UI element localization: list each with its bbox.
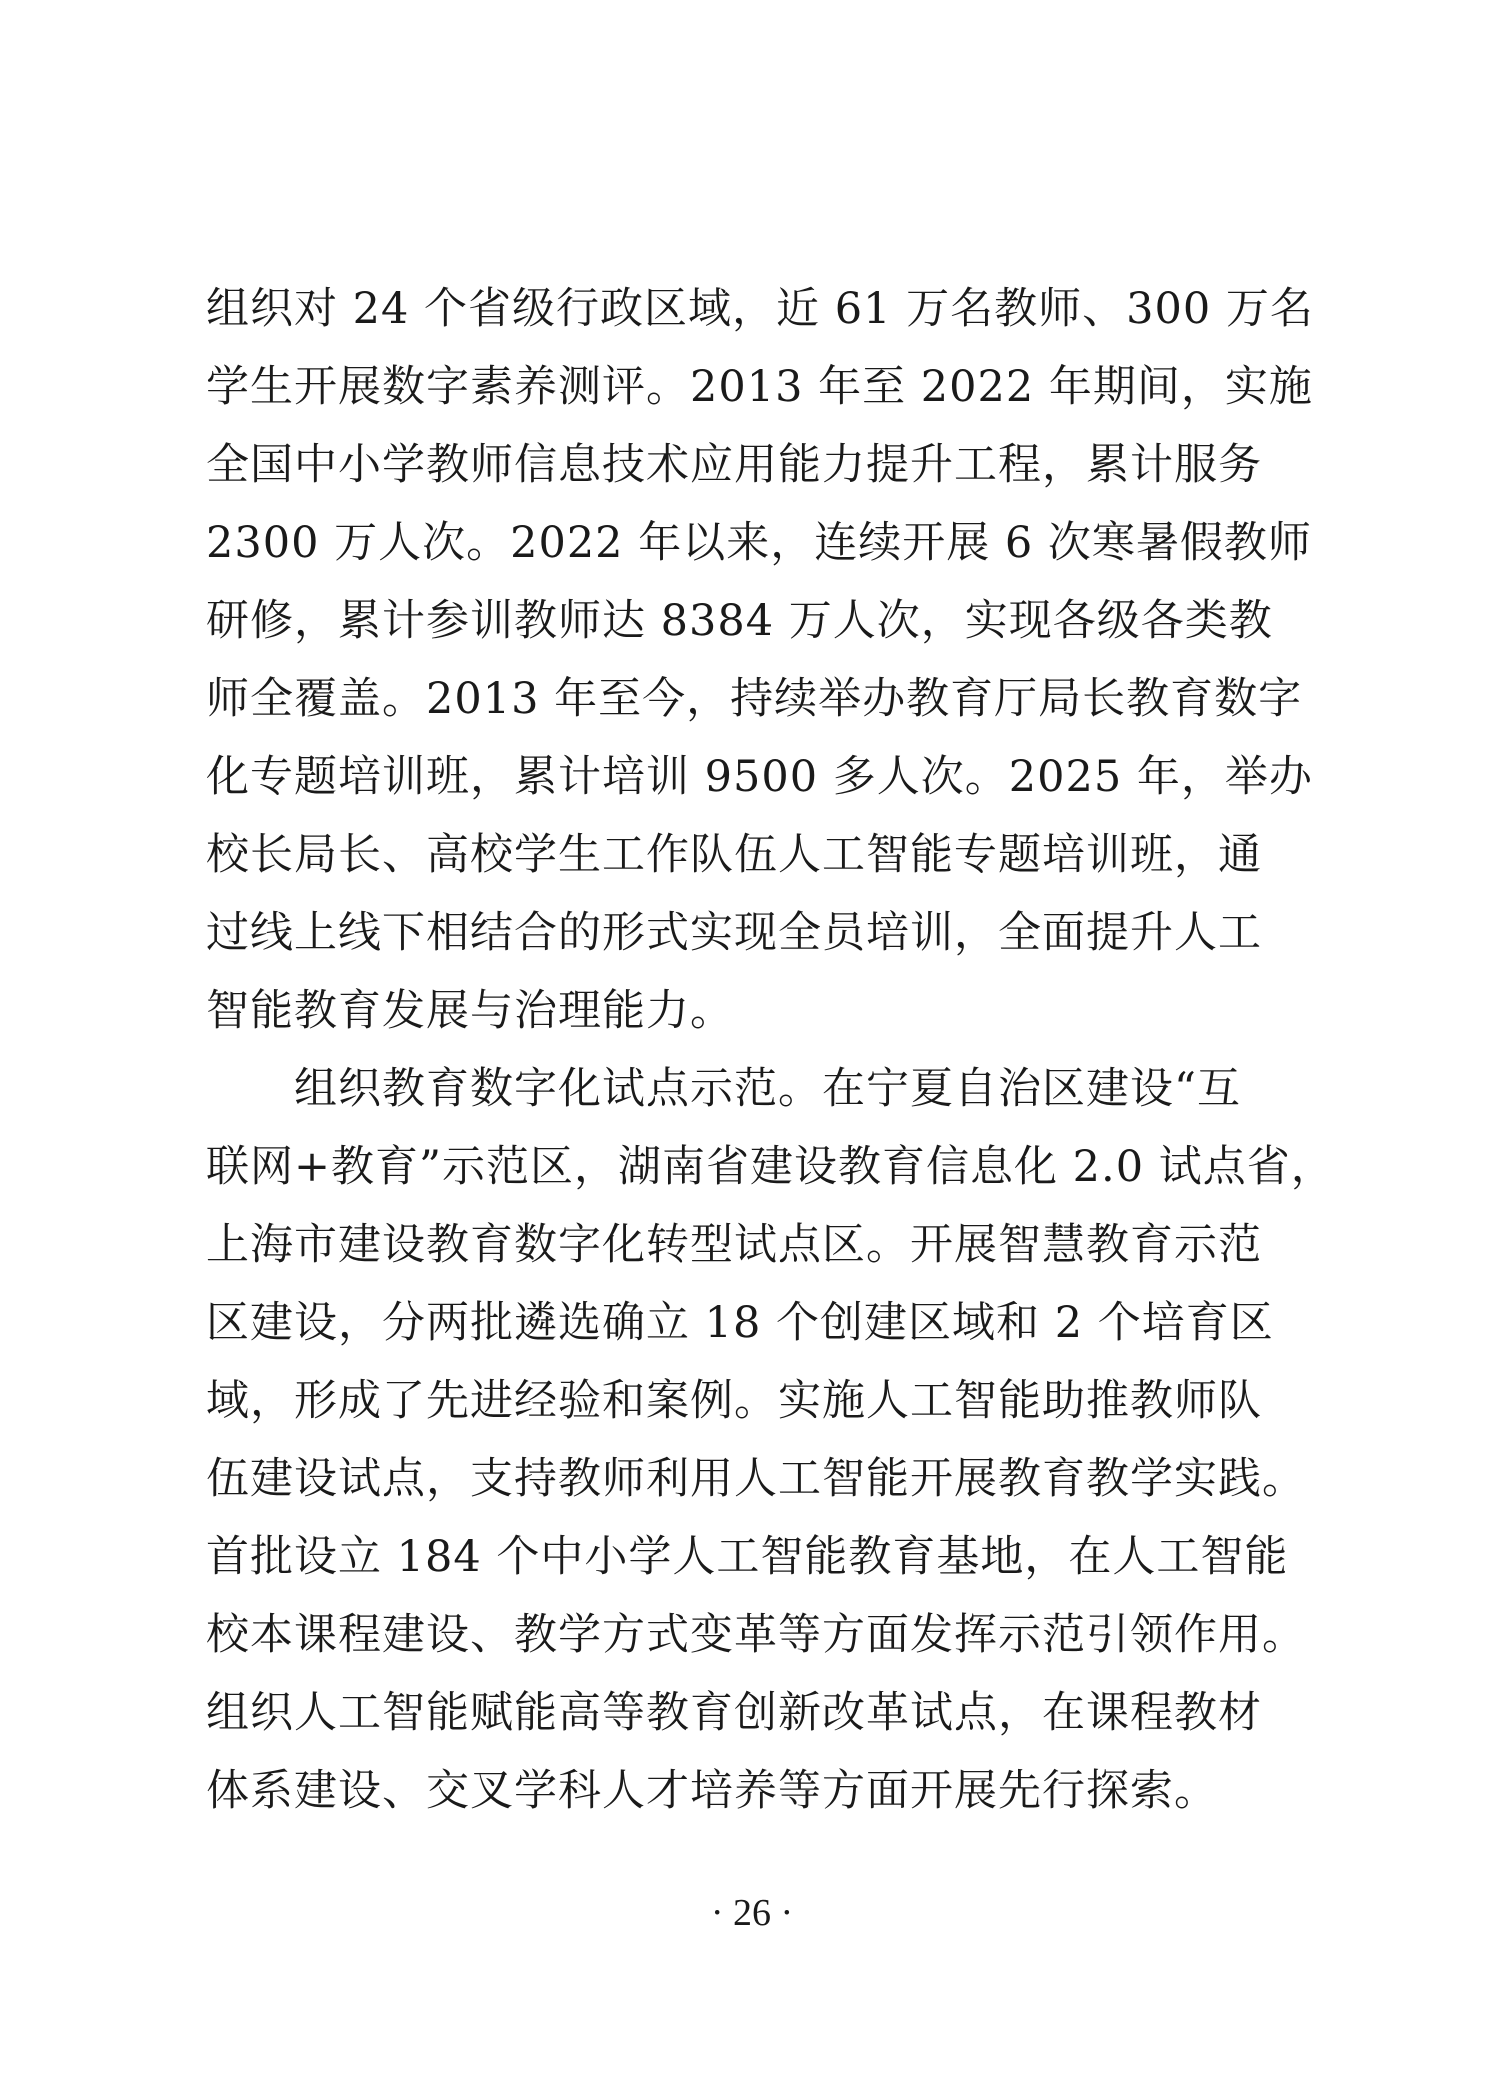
text-line: 上海市建设教育数字化转型试点区。开展智慧教育示范: [206, 1220, 1262, 1270]
text-line: 组织对 24 个省级行政区域，近 61 万名教师、300 万名: [206, 284, 1314, 334]
text-line: 研修，累计参训教师达 8384 万人次，实现各级各类教: [206, 596, 1273, 646]
text-line: 组织人工智能赋能高等教育创新改革试点，在课程教材: [206, 1688, 1262, 1738]
text-line: 域，形成了先进经验和案例。实施人工智能助推教师队: [206, 1376, 1262, 1426]
text-line: 化专题培训班，累计培训 9500 多人次。2025 年，举办: [206, 752, 1313, 802]
text-line: 区建设，分两批遴选确立 18 个创建区域和 2 个培育区: [206, 1298, 1274, 1348]
text-line: 校本课程建设、教学方式变革等方面发挥示范引领作用。: [206, 1610, 1306, 1660]
page-number: · 26 ·: [710, 1892, 794, 1934]
text-line: 过线上线下相结合的形式实现全员培训，全面提升人工: [206, 908, 1262, 958]
text-line: 联网+教育”示范区，湖南省建设教育信息化 2.0 试点省，: [206, 1142, 1335, 1192]
text-line: 学生开展数字素养测评。2013 年至 2022 年期间，实施: [206, 362, 1313, 412]
document-body: [206, 270, 1335, 1830]
text-line: 师全覆盖。2013 年至今，持续举办教育厅局长教育数字: [206, 674, 1303, 724]
text-line: 伍建设试点，支持教师利用人工智能开展教育教学实践。: [206, 1454, 1306, 1504]
text-line: 校长局长、高校学生工作队伍人工智能专题培训班，通: [206, 830, 1262, 880]
paragraph-1: [206, 270, 1314, 1050]
text-line: 体系建设、交叉学科人才培养等方面开展先行探索。: [206, 1766, 1218, 1816]
text-line: 首批设立 184 个中小学人工智能教育基地，在人工智能: [206, 1532, 1289, 1582]
text-line: 组织教育数字化试点示范。在宁夏自治区建设“互: [294, 1064, 1241, 1114]
text-line: 2300 万人次。2022 年以来，连续开展 6 次寒暑假教师: [206, 518, 1312, 568]
text-line: 全国中小学教师信息技术应用能力提升工程，累计服务: [206, 440, 1262, 490]
paragraph-2: [206, 1050, 1335, 1830]
text-line: 智能教育发展与治理能力。: [206, 986, 734, 1036]
